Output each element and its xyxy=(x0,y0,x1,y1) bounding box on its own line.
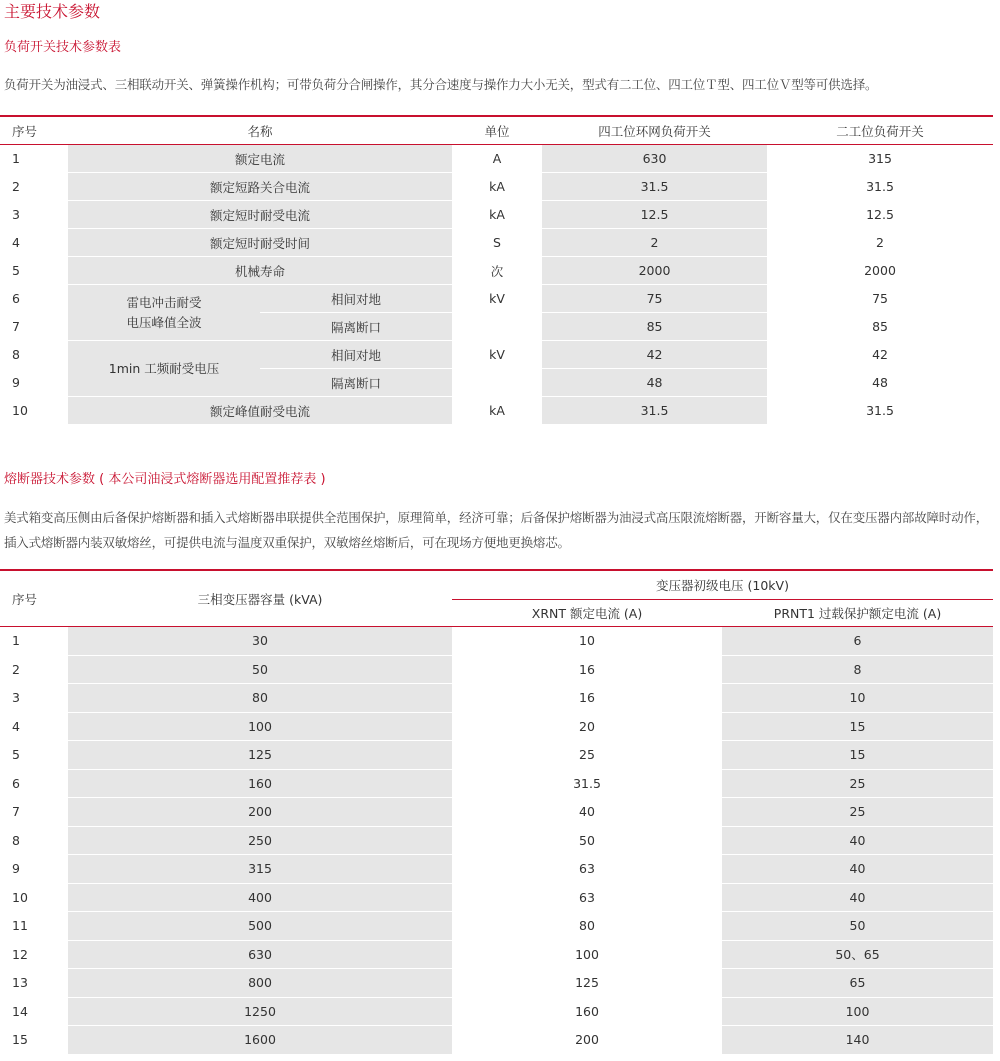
row-prnt-current: 8 xyxy=(722,655,993,684)
row-prnt-current: 50、65 xyxy=(722,940,993,969)
row-capacity: 50 xyxy=(68,655,452,684)
row-prnt-current: 100 xyxy=(722,997,993,1026)
row-name: 额定短时耐受电流 xyxy=(68,201,452,229)
row-group-name: 雷电冲击耐受 电压峰值全波 xyxy=(68,285,260,341)
row-prnt-current: 25 xyxy=(722,798,993,827)
row-two-position-value: 75 xyxy=(767,285,993,313)
table-row xyxy=(0,712,993,741)
row-capacity: 630 xyxy=(68,940,452,969)
row-seq: 7 xyxy=(0,313,68,341)
row-prnt-current: 15 xyxy=(722,712,993,741)
row-seq: 3 xyxy=(0,684,68,713)
row-name: 额定短路关合电流 xyxy=(68,173,452,201)
row-seq: 10 xyxy=(0,883,68,912)
row-xrnt-current: 25 xyxy=(452,741,722,770)
row-xrnt-current: 31.5 xyxy=(452,769,722,798)
row-seq: 11 xyxy=(0,912,68,941)
row-prnt-current: 140 xyxy=(722,1026,993,1055)
table-row xyxy=(0,655,993,684)
row-four-position-value: 630 xyxy=(542,145,767,173)
load-switch-table xyxy=(0,115,993,425)
row-sub-name: 相间对地 xyxy=(260,285,452,313)
row-xrnt-current: 100 xyxy=(452,940,722,969)
row-seq: 8 xyxy=(0,826,68,855)
row-seq: 1 xyxy=(0,627,68,656)
row-seq: 4 xyxy=(0,229,68,257)
row-two-position-value: 31.5 xyxy=(767,173,993,201)
row-two-position-value: 315 xyxy=(767,145,993,173)
row-capacity: 1250 xyxy=(68,997,452,1026)
row-seq: 10 xyxy=(0,397,68,425)
row-unit: 次 xyxy=(452,257,542,285)
table-row xyxy=(0,940,993,969)
row-four-position-value: 2000 xyxy=(542,257,767,285)
header-seq: 序号 xyxy=(0,116,68,145)
row-unit: A xyxy=(452,145,542,173)
row-seq: 12 xyxy=(0,940,68,969)
section-description-load-switch: 负荷开关为油浸式、三相联动开关、弹簧操作机构；可带负荷分合闸操作，其分合速度与操作力大小无关，型式有二工位、四工位Ｔ型、四工位Ｖ型等可供选择。 xyxy=(4,77,878,92)
row-four-position-value: 48 xyxy=(542,369,767,397)
row-xrnt-current: 20 xyxy=(452,712,722,741)
table-row xyxy=(0,201,993,229)
table-row xyxy=(0,173,993,201)
table-row xyxy=(0,341,993,369)
row-two-position-value: 85 xyxy=(767,313,993,341)
row-name: 机械寿命 xyxy=(68,257,452,285)
row-seq: 2 xyxy=(0,655,68,684)
row-seq: 5 xyxy=(0,257,68,285)
row-unit: kV xyxy=(452,285,542,313)
row-prnt-current: 6 xyxy=(722,627,993,656)
row-capacity: 100 xyxy=(68,712,452,741)
row-unit: kA xyxy=(452,397,542,425)
row-seq: 14 xyxy=(0,997,68,1026)
row-two-position-value: 31.5 xyxy=(767,397,993,425)
row-group-name: 1min 工频耐受电压 xyxy=(68,341,260,397)
row-four-position-value: 31.5 xyxy=(542,397,767,425)
row-capacity: 125 xyxy=(68,741,452,770)
table-row xyxy=(0,912,993,941)
row-two-position-value: 42 xyxy=(767,341,993,369)
row-xrnt-current: 10 xyxy=(452,627,722,656)
row-xrnt-current: 63 xyxy=(452,883,722,912)
row-capacity: 30 xyxy=(68,627,452,656)
header-seq: 序号 xyxy=(0,570,68,627)
row-two-position-value: 2000 xyxy=(767,257,993,285)
row-two-position-value: 2 xyxy=(767,229,993,257)
row-capacity: 800 xyxy=(68,969,452,998)
row-unit: kA xyxy=(452,201,542,229)
table-row xyxy=(0,883,993,912)
row-xrnt-current: 160 xyxy=(452,997,722,1026)
header-unit: 单位 xyxy=(452,116,542,145)
row-capacity: 160 xyxy=(68,769,452,798)
row-sub-name: 隔离断口 xyxy=(260,369,452,397)
row-capacity: 80 xyxy=(68,684,452,713)
table-row xyxy=(0,684,993,713)
row-xrnt-current: 50 xyxy=(452,826,722,855)
row-seq: 8 xyxy=(0,341,68,369)
row-prnt-current: 40 xyxy=(722,855,993,884)
row-prnt-current: 15 xyxy=(722,741,993,770)
row-seq: 6 xyxy=(0,769,68,798)
header-name: 名称 xyxy=(68,116,452,145)
table-header-row xyxy=(0,570,993,600)
section-description-fuse: 美式箱变高压侧由后备保护熔断器和插入式熔断器串联提供全范围保护，原理简单，经济可靠；后备保护熔断器为油浸式高压限流熔断器，开断容量大，仅在变压器内部故障时动作，插入式熔断器内装双敏熔丝，可提供电流与温度双重保护，双敏熔丝熔断后，可在现场方便地更换熔芯。 xyxy=(4,510,989,550)
header-capacity: 三相变压器容量 (kVA) xyxy=(68,570,452,627)
row-capacity: 1600 xyxy=(68,1026,452,1055)
header-primary-voltage: 变压器初级电压 (10kV) xyxy=(452,570,993,600)
row-name: 额定峰值耐受电流 xyxy=(68,397,452,425)
table-row xyxy=(0,826,993,855)
row-seq: 3 xyxy=(0,201,68,229)
table-row xyxy=(0,997,993,1026)
row-sub-name: 相间对地 xyxy=(260,341,452,369)
table-row xyxy=(0,769,993,798)
table-header-row xyxy=(0,116,993,145)
row-seq: 6 xyxy=(0,285,68,313)
header-prnt: PRNT1 过载保护额定电流 (A) xyxy=(722,600,993,627)
table-row xyxy=(0,229,993,257)
row-seq: 9 xyxy=(0,855,68,884)
row-seq: 7 xyxy=(0,798,68,827)
row-unit xyxy=(452,313,542,341)
table-row xyxy=(0,798,993,827)
row-prnt-current: 10 xyxy=(722,684,993,713)
table-row xyxy=(0,257,993,285)
row-xrnt-current: 16 xyxy=(452,655,722,684)
row-xrnt-current: 200 xyxy=(452,1026,722,1055)
row-seq: 4 xyxy=(0,712,68,741)
row-seq: 1 xyxy=(0,145,68,173)
row-xrnt-current: 80 xyxy=(452,912,722,941)
row-seq: 5 xyxy=(0,741,68,770)
row-four-position-value: 31.5 xyxy=(542,173,767,201)
table-row xyxy=(0,855,993,884)
row-four-position-value: 75 xyxy=(542,285,767,313)
row-prnt-current: 40 xyxy=(722,826,993,855)
row-prnt-current: 25 xyxy=(722,769,993,798)
table-row xyxy=(0,285,993,313)
table-row xyxy=(0,397,993,425)
row-two-position-value: 12.5 xyxy=(767,201,993,229)
row-unit: S xyxy=(452,229,542,257)
table-row xyxy=(0,1026,993,1055)
row-prnt-current: 50 xyxy=(722,912,993,941)
row-name: 额定电流 xyxy=(68,145,452,173)
fuse-table xyxy=(0,569,993,1055)
row-xrnt-current: 63 xyxy=(452,855,722,884)
row-sub-name: 隔离断口 xyxy=(260,313,452,341)
row-unit xyxy=(452,369,542,397)
row-seq: 9 xyxy=(0,369,68,397)
row-seq: 2 xyxy=(0,173,68,201)
header-two-position: 二工位负荷开关 xyxy=(767,116,993,145)
row-capacity: 500 xyxy=(68,912,452,941)
row-seq: 13 xyxy=(0,969,68,998)
row-capacity: 250 xyxy=(68,826,452,855)
table-row xyxy=(0,969,993,998)
table-row xyxy=(0,627,993,656)
page-title: 主要技术参数 xyxy=(4,2,101,21)
row-unit: kV xyxy=(452,341,542,369)
row-name: 额定短时耐受时间 xyxy=(68,229,452,257)
table-row xyxy=(0,145,993,173)
row-four-position-value: 12.5 xyxy=(542,201,767,229)
row-unit: kA xyxy=(452,173,542,201)
table-row xyxy=(0,741,993,770)
row-two-position-value: 48 xyxy=(767,369,993,397)
header-four-position: 四工位环网负荷开关 xyxy=(542,116,767,145)
row-seq: 15 xyxy=(0,1026,68,1055)
row-capacity: 400 xyxy=(68,883,452,912)
row-xrnt-current: 16 xyxy=(452,684,722,713)
row-four-position-value: 42 xyxy=(542,341,767,369)
section-title-fuse: 熔断器技术参数 ( 本公司油浸式熔断器选用配置推荐表 ) xyxy=(4,472,326,487)
row-prnt-current: 40 xyxy=(722,883,993,912)
header-xrnt: XRNT 额定电流 (A) xyxy=(452,600,722,627)
row-xrnt-current: 125 xyxy=(452,969,722,998)
row-prnt-current: 65 xyxy=(722,969,993,998)
row-four-position-value: 85 xyxy=(542,313,767,341)
row-xrnt-current: 40 xyxy=(452,798,722,827)
row-capacity: 200 xyxy=(68,798,452,827)
row-capacity: 315 xyxy=(68,855,452,884)
row-four-position-value: 2 xyxy=(542,229,767,257)
section-title-load-switch: 负荷开关技术参数表 xyxy=(4,40,122,55)
